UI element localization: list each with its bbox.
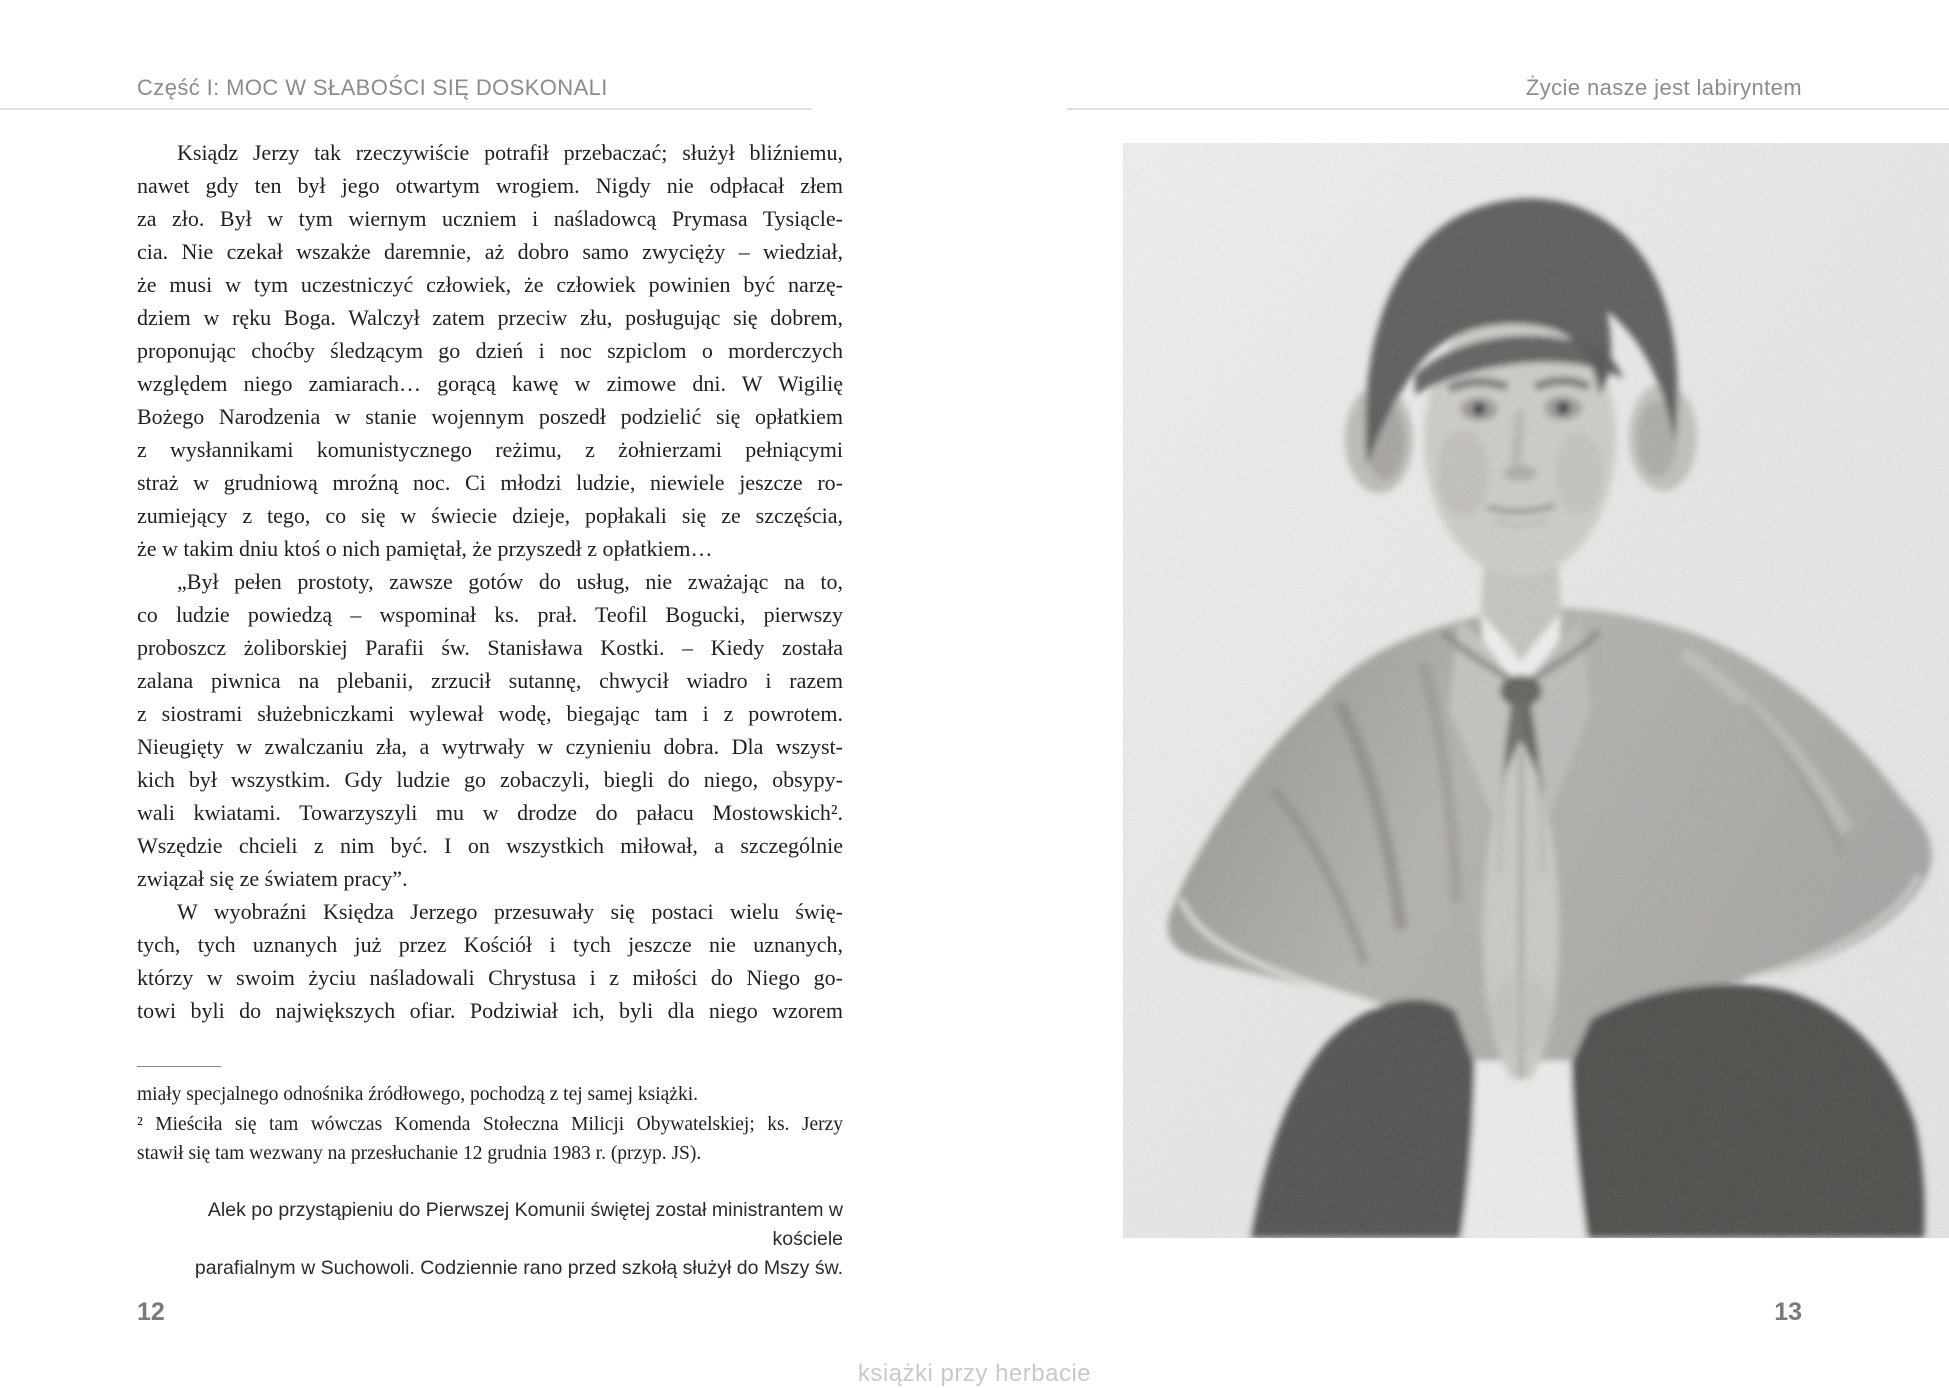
text-line: wali kwiatami. Towarzyszyli mu w drodze do pałacu Mostowskich². [137,800,843,825]
text-line: którzy w swoim życiu naśladowali Chrystusa i z miłości do Niego go- [137,965,843,990]
paragraph [137,565,843,895]
text-line: zumiejący z tego, co się w świecie dzieje, popłakali się ze szczęścia, [137,503,843,528]
text-line: co ludzie powiedzą – wspominał ks. prał. Teofil Bogucki, pierwszy [137,602,843,627]
text-line: W wyobraźni Księdza Jerzego przesuwały się postaci wielu świę- [177,899,843,924]
photo-caption [137,1196,843,1283]
text-line: Nieugięty w zwalczaniu zła, a wytrwały w czynieniu dobra. Dla wszyst- [137,734,843,759]
running-header-right: Życie nasze jest labiryntem [1525,75,1802,100]
text-line: stawił się tam wezwany na przesłuchanie 12 grudnia 1983 r. (przyp. JS). [137,1143,702,1164]
caption-line: Alek po przystąpieniu do Pierwszej Komunii świętej został ministrantem w kościele [207,1199,843,1250]
text-line: proponując choćby śledzącym go dzień i noc szpiclom o morderczych [137,338,843,363]
text-line: „Był pełen prostoty, zawsze gotów do usług, nie zważając na to, [177,569,843,594]
text-line: dziem w ręku Boga. Walczył zatem przeciw złu, posługując się dobrem, [137,305,843,330]
text-line: nawet gdy ten był jego otwartym wrogiem. Nigdy nie odpłacał złem [137,173,843,198]
text-line: towi byli do największych ofiar. Podziwiał ich, byli dla niego wzorem [137,998,843,1023]
running-header-left: Część I: MOC W SŁABOŚCI SIĘ DOSKONALI [137,75,608,100]
text-line: tych, tych uznanych już przez Kościół i tych jeszcze nie uznanych, [137,932,843,957]
text-line: cia. Nie czekał wszakże daremnie, aż dobro samo zwycięży – wiedział, [137,239,843,264]
text-line: że w takim dniu ktoś o nich pamiętał, że przyszedł z opłatkiem… [137,536,713,561]
caption-line: parafialnym w Suchowoli. Codziennie rano przed szkołą służył do Mszy św. [194,1257,843,1279]
text-line: straż w grudniową mroźną noc. Ci młodzi ludzie, niewiele jeszcze ro- [137,470,843,495]
text-line: z siostrami służebniczkami wylewał wodę, biegając tam i z powrotem. [137,701,843,726]
boy-praying-illustration [1123,143,1949,1238]
text-line: za zło. Był w tym wiernym uczniem i naśladowcą Prymasa Tysiącle- [137,206,843,231]
footnote-rule [137,1066,221,1067]
text-line: ² Mieściła się tam wówczas Komenda Stołeczna Milicji Obywatelskiej; ks. Jerzy [137,1113,843,1135]
text-line: Bożego Narodzenia w stanie wojennym poszedł podzielić się opłatkiem [137,404,843,429]
footnotes-block [137,1080,843,1169]
text-line: proboszcz żoliborskiej Parafii św. Stanisława Kostki. – Kiedy została [137,635,843,660]
text-line: Wszędzie chcieli z nim być. I on wszystkich miłował, a szczególnie [137,833,843,858]
text-line: miały specjalnego odnośnika źródłowego, pochodzą z tej samej książki. [137,1084,698,1105]
text-line: z wysłannikami komunistycznego reżimu, z żołnierzami pełniącymi [137,437,843,462]
header-rule-left [0,108,812,110]
paragraph [137,1110,843,1169]
text-line: względem niego zamiarach… gorącą kawę w zimowe dni. W Wigilię [137,371,843,396]
text-line: kich był wszystkim. Gdy ludzie go zobaczyli, biegli do niego, obsypy- [137,767,843,792]
text-line: że musi w tym uczestniczyć człowiek, że człowiek powinien być narzę- [137,272,843,297]
site-watermark: książki przy herbacie [857,1360,1092,1387]
photo-boy-praying [1123,143,1949,1238]
paragraph [137,895,843,1027]
page-number-left: 12 [137,1298,165,1326]
text-line: zalana piwnica na plebanii, zrzucił sutannę, chwycił wiadro i razem [137,668,843,693]
paragraph [137,1080,843,1110]
body-text-column [137,136,843,1027]
page-number-right: 13 [1774,1298,1802,1326]
text-line: Ksiądz Jerzy tak rzeczywiście potrafił przebaczać; służył bliźniemu, [177,140,843,165]
film-grain-overlay [1123,143,1949,1238]
header-rule-right [1067,108,1949,110]
text-line: związał się ze światem pracy”. [137,866,408,891]
paragraph [137,136,843,565]
